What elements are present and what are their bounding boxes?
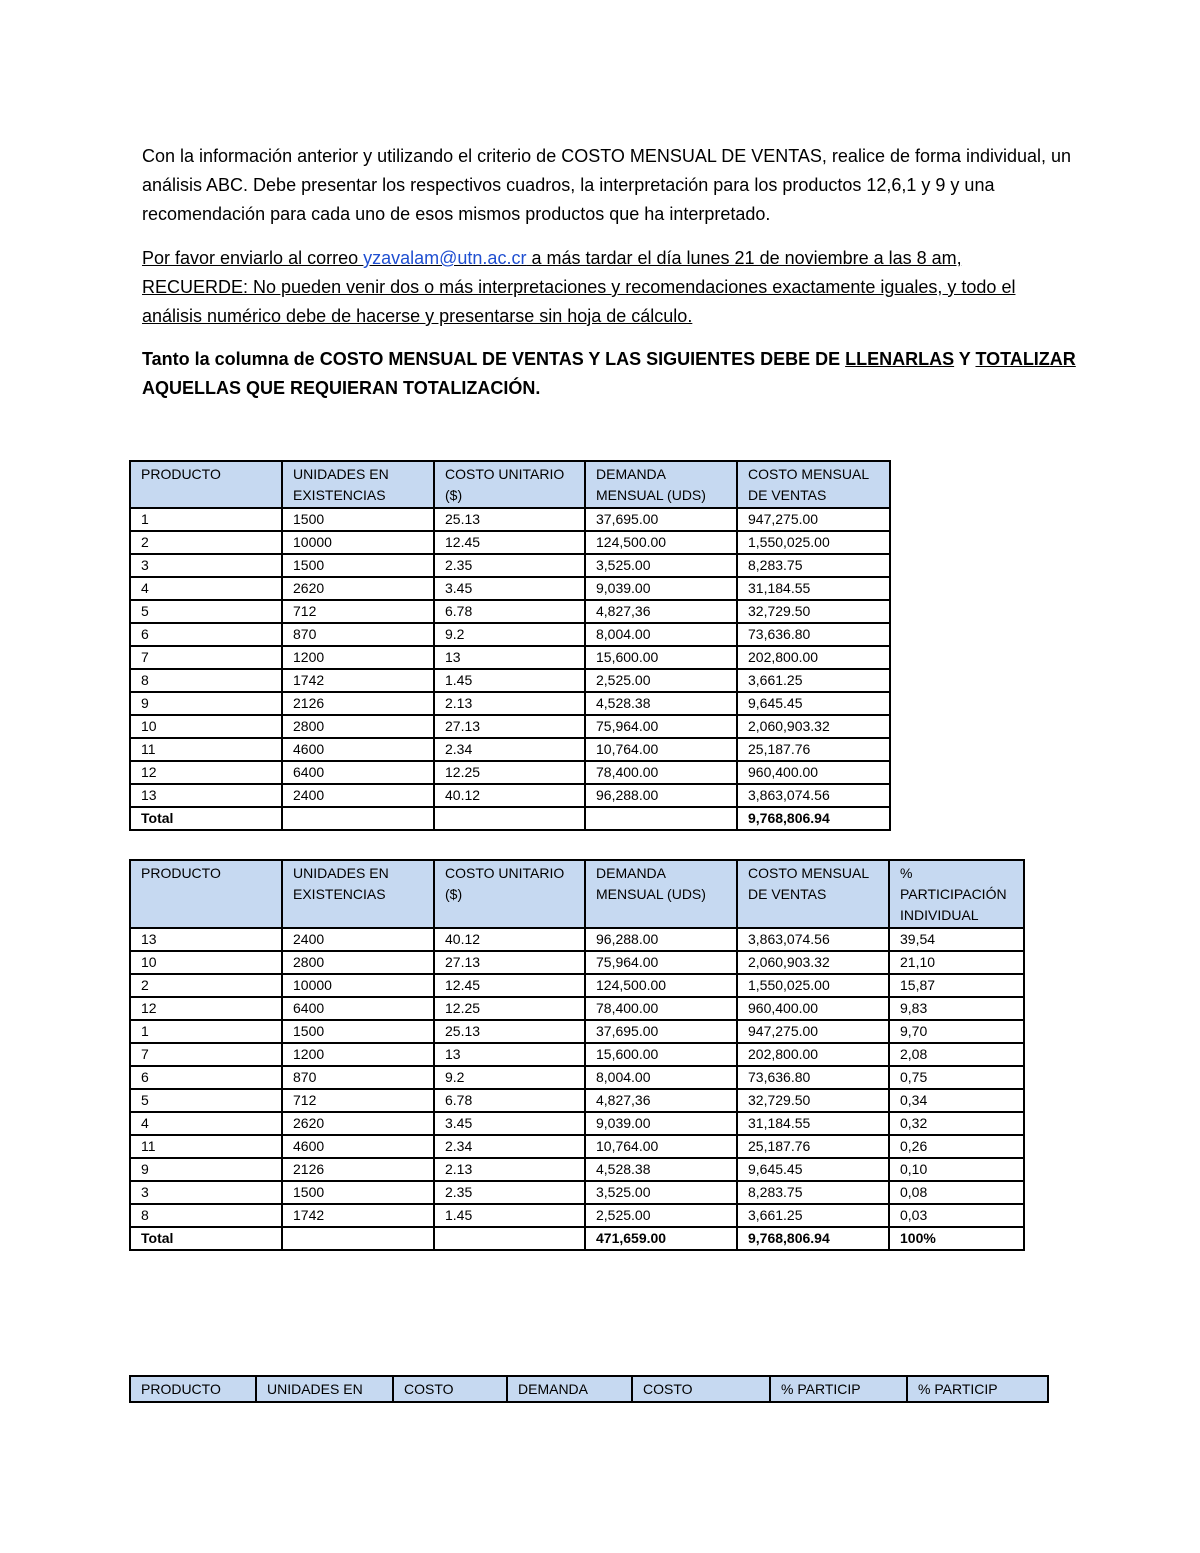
- table-cell: 6: [130, 623, 282, 646]
- table-cell: 10,764.00: [585, 738, 737, 761]
- table-cell: 12.45: [434, 531, 585, 554]
- sorted-participation-table: [129, 859, 1025, 1251]
- table-cell: [434, 807, 585, 830]
- table-cell: 1.45: [434, 1204, 585, 1227]
- table-cell: 12: [130, 761, 282, 784]
- table-cell: 2,525.00: [585, 1204, 737, 1227]
- fill-underline-2: TOTALIZAR: [975, 349, 1076, 369]
- table-cell: 4,528.38: [585, 1158, 737, 1181]
- table-cell: 0,75: [889, 1066, 1024, 1089]
- table-cell: 0,10: [889, 1158, 1024, 1181]
- table-cell: 15,87: [889, 974, 1024, 997]
- table-cell: 13: [130, 928, 282, 951]
- column-header: COSTO UNITARIO ($): [434, 860, 585, 928]
- table-cell: 1500: [282, 1181, 434, 1204]
- table-cell: 2: [130, 531, 282, 554]
- table-cell: 947,275.00: [737, 508, 890, 531]
- submission-text-end: a más tardar el día lunes 21 de noviembre a las 8 am, RECUERDE: No pueden venir dos o más interpretaciones y recomendaciones exactamente iguales, y todo el análisis numérico debe de hacerse y presentarse sin hoja de cálculo.: [142, 248, 1016, 326]
- table-cell: 0,26: [889, 1135, 1024, 1158]
- table-cell: 75,964.00: [585, 951, 737, 974]
- table-cell: 37,695.00: [585, 508, 737, 531]
- total-row: [130, 1227, 1024, 1250]
- table-row: [130, 928, 1024, 951]
- table-cell: 9,83: [889, 997, 1024, 1020]
- table-cell: 32,729.50: [737, 600, 890, 623]
- table-cell: 9.2: [434, 623, 585, 646]
- table-cell: 15,600.00: [585, 1043, 737, 1066]
- table-cell: 9.2: [434, 1066, 585, 1089]
- table-row: [130, 508, 890, 531]
- table-cell: 3,525.00: [585, 554, 737, 577]
- table-cell: 2620: [282, 577, 434, 600]
- table-cell: 1500: [282, 1020, 434, 1043]
- table-cell: 6400: [282, 761, 434, 784]
- table-cell: 25.13: [434, 1020, 585, 1043]
- table-cell: 1742: [282, 669, 434, 692]
- table-cell: 3,863,074.56: [737, 784, 890, 807]
- table-cell: 4,528.38: [585, 692, 737, 715]
- table-cell: 31,184.55: [737, 577, 890, 600]
- table-cell: 9,645.45: [737, 692, 890, 715]
- column-header: PRODUCTO: [130, 860, 282, 928]
- column-header: UNIDADES EN EXISTENCIAS: [282, 860, 434, 928]
- table-cell: 3,863,074.56: [737, 928, 889, 951]
- table-row: [130, 1043, 1024, 1066]
- table-cell: 96,288.00: [585, 928, 737, 951]
- table-cell: 124,500.00: [585, 974, 737, 997]
- table-row: [130, 531, 890, 554]
- table-cell: 2400: [282, 928, 434, 951]
- table-cell: 3: [130, 554, 282, 577]
- table-row: [130, 738, 890, 761]
- table-cell: 10: [130, 715, 282, 738]
- table-cell: 947,275.00: [737, 1020, 889, 1043]
- table-cell: 0,32: [889, 1112, 1024, 1135]
- column-header: COSTO UNITARIO ($): [434, 461, 585, 508]
- table-cell: 13: [434, 1043, 585, 1066]
- table-cell: 9,645.45: [737, 1158, 889, 1181]
- table-cell: 0,34: [889, 1089, 1024, 1112]
- column-header: COSTO: [393, 1376, 507, 1402]
- table-cell: 4: [130, 1112, 282, 1135]
- table-cell: 124,500.00: [585, 531, 737, 554]
- table-cell: 2.13: [434, 692, 585, 715]
- table-cell: 27.13: [434, 715, 585, 738]
- table-cell: 40.12: [434, 784, 585, 807]
- table-cell: 78,400.00: [585, 997, 737, 1020]
- table-cell: 21,10: [889, 951, 1024, 974]
- table-cell: 13: [130, 784, 282, 807]
- table-row: [130, 669, 890, 692]
- header-row: [130, 461, 890, 508]
- table-cell: 1500: [282, 508, 434, 531]
- table-cell: 0,08: [889, 1181, 1024, 1204]
- table-cell: 202,800.00: [737, 1043, 889, 1066]
- submission-text-start: Por favor enviarlo al correo: [142, 248, 364, 268]
- fill-underline-1: LLENARLAS: [845, 349, 955, 369]
- table-row: [130, 692, 890, 715]
- table-cell: 8,283.75: [737, 554, 890, 577]
- table-row: [130, 1089, 1024, 1112]
- table-cell: 11: [130, 1135, 282, 1158]
- table-cell: 3,661.25: [737, 669, 890, 692]
- column-header: DEMANDA MENSUAL (UDS): [585, 860, 737, 928]
- table-cell: 10,764.00: [585, 1135, 737, 1158]
- table-cell: 2,525.00: [585, 669, 737, 692]
- table-cell: 2: [130, 974, 282, 997]
- table-cell: 9: [130, 1158, 282, 1181]
- table-cell: 960,400.00: [737, 997, 889, 1020]
- table-cell: 5: [130, 1089, 282, 1112]
- abc-classification-table: [129, 1375, 1049, 1403]
- email-link[interactable]: yzavalam@utn.ac.cr: [363, 248, 527, 268]
- table-cell: 12.45: [434, 974, 585, 997]
- table-cell: 6: [130, 1066, 282, 1089]
- table-cell: 471,659.00: [585, 1227, 737, 1250]
- table-cell: 2400: [282, 784, 434, 807]
- table-row: [130, 784, 890, 807]
- table-cell: 870: [282, 623, 434, 646]
- table-cell: Total: [130, 807, 282, 830]
- instructions-paragraph: [142, 142, 1072, 229]
- table-cell: 1200: [282, 1043, 434, 1066]
- table-row: [130, 1181, 1024, 1204]
- table-cell: 11: [130, 738, 282, 761]
- table-cell: 1500: [282, 554, 434, 577]
- column-header: UNIDADES EN: [256, 1376, 393, 1402]
- instructions-text: Con la información anterior y utilizando el criterio de COSTO MENSUAL DE VENTAS, realice de forma individual, un análisis ABC. Debe presentar los respectivos cuadros, la interpretación para los productos 12,6,1 y 9 y una recomendación para cada uno de esos mismos productos que ha interpretado.: [142, 146, 1072, 224]
- table-cell: 3,525.00: [585, 1181, 737, 1204]
- table-cell: 4600: [282, 1135, 434, 1158]
- table-cell: 2126: [282, 1158, 434, 1181]
- table-cell: 40.12: [434, 928, 585, 951]
- table-row: [130, 1112, 1024, 1135]
- column-header: PRODUCTO: [130, 1376, 256, 1402]
- table-cell: 1200: [282, 646, 434, 669]
- fill-text-2: Y: [954, 349, 976, 369]
- table-cell: 1: [130, 1020, 282, 1043]
- table-cell: 10: [130, 951, 282, 974]
- table-cell: 12.25: [434, 761, 585, 784]
- table-cell: 2,08: [889, 1043, 1024, 1066]
- column-header: COSTO MENSUAL DE VENTAS: [737, 860, 889, 928]
- table-cell: 73,636.80: [737, 623, 890, 646]
- table-cell: 2.34: [434, 1135, 585, 1158]
- table-cell: 13: [434, 646, 585, 669]
- table-cell: 3.45: [434, 1112, 585, 1135]
- table-cell: 202,800.00: [737, 646, 890, 669]
- table-cell: 4,827,36: [585, 1089, 737, 1112]
- column-header: DEMANDA MENSUAL (UDS): [585, 461, 737, 508]
- table-cell: 32,729.50: [737, 1089, 889, 1112]
- table-cell: 5: [130, 600, 282, 623]
- table-cell: 25.13: [434, 508, 585, 531]
- table-cell: 12.25: [434, 997, 585, 1020]
- table-row: [130, 1135, 1024, 1158]
- table-cell: 73,636.80: [737, 1066, 889, 1089]
- total-row: [130, 807, 890, 830]
- table-row: [130, 623, 890, 646]
- column-header: DEMANDA: [507, 1376, 632, 1402]
- table-cell: 2.13: [434, 1158, 585, 1181]
- table-row: [130, 761, 890, 784]
- table-cell: 712: [282, 1089, 434, 1112]
- table-cell: 1: [130, 508, 282, 531]
- table-cell: 3.45: [434, 577, 585, 600]
- column-header: UNIDADES EN EXISTENCIAS: [282, 461, 434, 508]
- table-cell: 2,060,903.32: [737, 951, 889, 974]
- table-cell: 3,661.25: [737, 1204, 889, 1227]
- submission-paragraph: [142, 244, 1072, 331]
- table-cell: 2620: [282, 1112, 434, 1135]
- table-row: [130, 1158, 1024, 1181]
- table-cell: 2.35: [434, 554, 585, 577]
- table-cell: 9: [130, 692, 282, 715]
- table-cell: 8,283.75: [737, 1181, 889, 1204]
- table-row: [130, 715, 890, 738]
- table-cell: 6400: [282, 997, 434, 1020]
- table-cell: 2.35: [434, 1181, 585, 1204]
- table-cell: 100%: [889, 1227, 1024, 1250]
- table-row: [130, 1066, 1024, 1089]
- table-cell: 2800: [282, 951, 434, 974]
- table-row: [130, 600, 890, 623]
- table-cell: 4: [130, 577, 282, 600]
- table-cell: 9,039.00: [585, 1112, 737, 1135]
- table-row: [130, 1204, 1024, 1227]
- table-cell: 39,54: [889, 928, 1024, 951]
- table-cell: 75,964.00: [585, 715, 737, 738]
- table-cell: 25,187.76: [737, 1135, 889, 1158]
- table-cell: 25,187.76: [737, 738, 890, 761]
- table-cell: 8,004.00: [585, 623, 737, 646]
- table-cell: 27.13: [434, 951, 585, 974]
- table-cell: 10000: [282, 974, 434, 997]
- table-row: [130, 974, 1024, 997]
- column-header: % PARTICIP: [770, 1376, 907, 1402]
- table-row: [130, 577, 890, 600]
- table-cell: 37,695.00: [585, 1020, 737, 1043]
- fill-instructions: [142, 345, 1082, 403]
- table-cell: 3: [130, 1181, 282, 1204]
- table-cell: 9,039.00: [585, 577, 737, 600]
- table-cell: 2.34: [434, 738, 585, 761]
- table-cell: 9,768,806.94: [737, 807, 890, 830]
- table-row: [130, 646, 890, 669]
- table-cell: 1,550,025.00: [737, 974, 889, 997]
- table-cell: 4,827,36: [585, 600, 737, 623]
- table-row: [130, 997, 1024, 1020]
- table-cell: 7: [130, 1043, 282, 1066]
- table-cell: [585, 807, 737, 830]
- table-cell: 8: [130, 669, 282, 692]
- table-cell: [282, 807, 434, 830]
- table-cell: 7: [130, 646, 282, 669]
- table-cell: 15,600.00: [585, 646, 737, 669]
- table-cell: 9,768,806.94: [737, 1227, 889, 1250]
- table-cell: [282, 1227, 434, 1250]
- table-cell: 10000: [282, 531, 434, 554]
- header-row: [130, 1376, 1048, 1402]
- fill-text-1: Tanto la columna de COSTO MENSUAL DE VENTAS Y LAS SIGUIENTES DEBE DE: [142, 349, 846, 369]
- table-cell: 6.78: [434, 600, 585, 623]
- table-cell: 1,550,025.00: [737, 531, 890, 554]
- table-cell: [434, 1227, 585, 1250]
- table-cell: 12: [130, 997, 282, 1020]
- table-cell: 870: [282, 1066, 434, 1089]
- table-cell: 2800: [282, 715, 434, 738]
- table-cell: 1742: [282, 1204, 434, 1227]
- table-cell: 0,03: [889, 1204, 1024, 1227]
- column-header: % PARTICIPACIÓN INDIVIDUAL: [889, 860, 1024, 928]
- column-header: % PARTICIP: [907, 1376, 1048, 1402]
- table-cell: 4600: [282, 738, 434, 761]
- header-row: [130, 860, 1024, 928]
- table-cell: 712: [282, 600, 434, 623]
- table-cell: 8,004.00: [585, 1066, 737, 1089]
- table-row: [130, 1020, 1024, 1043]
- table-cell: 9,70: [889, 1020, 1024, 1043]
- table-cell: 2,060,903.32: [737, 715, 890, 738]
- table-cell: 1.45: [434, 669, 585, 692]
- fill-text-3: AQUELLAS QUE REQUIERAN TOTALIZACIÓN.: [142, 378, 541, 398]
- table-cell: Total: [130, 1227, 282, 1250]
- table-cell: 78,400.00: [585, 761, 737, 784]
- column-header: PRODUCTO: [130, 461, 282, 508]
- table-row: [130, 554, 890, 577]
- sales-cost-table: [129, 460, 891, 831]
- table-cell: 96,288.00: [585, 784, 737, 807]
- table-cell: 6.78: [434, 1089, 585, 1112]
- table-cell: 31,184.55: [737, 1112, 889, 1135]
- table-cell: 8: [130, 1204, 282, 1227]
- column-header: COSTO: [632, 1376, 770, 1402]
- table-cell: 2126: [282, 692, 434, 715]
- table-cell: 960,400.00: [737, 761, 890, 784]
- column-header: COSTO MENSUAL DE VENTAS: [737, 461, 890, 508]
- table-row: [130, 951, 1024, 974]
